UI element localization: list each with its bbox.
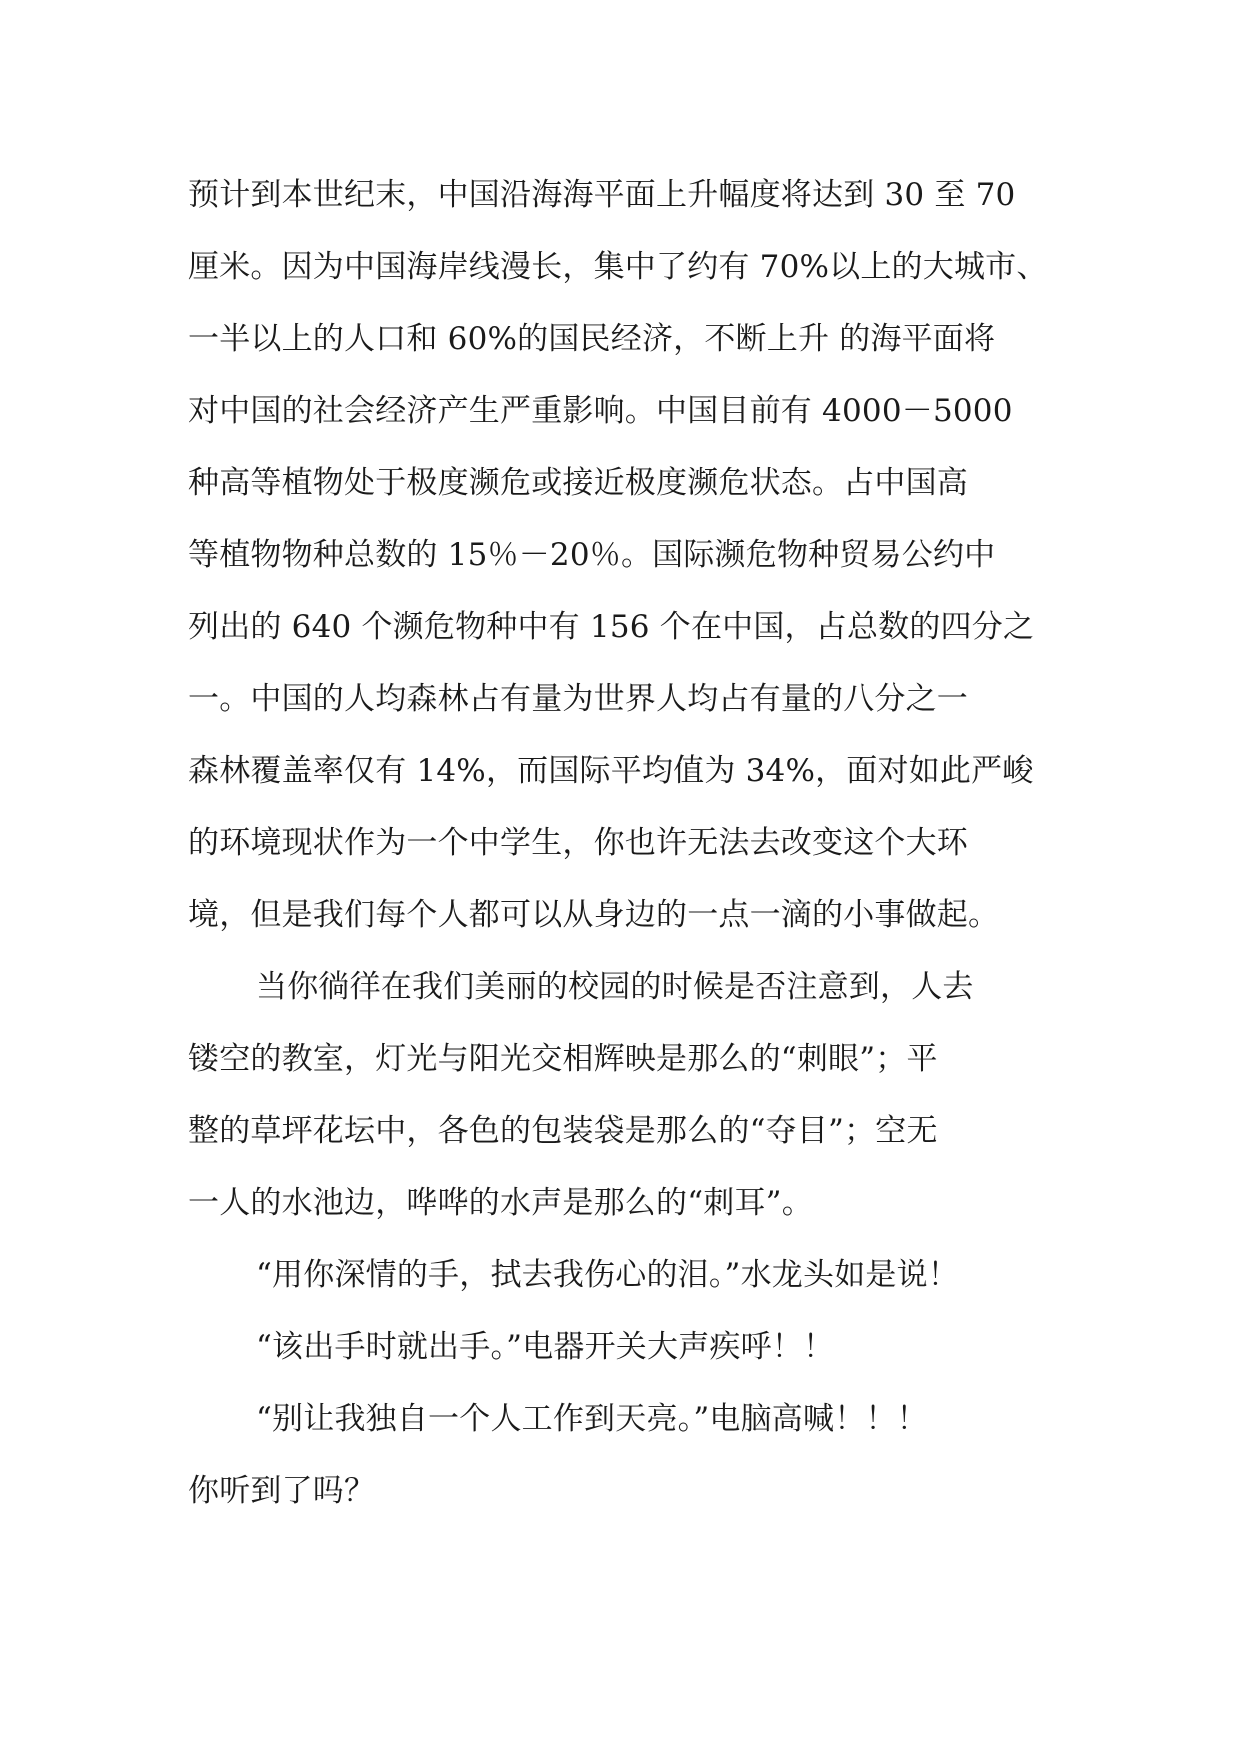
text-line: “该出手时就出手。”电器开关大声疾呼！！: [256, 1329, 835, 1365]
text-line: 对中国的社会经济产生严重影响。中国目前有 4000－5000: [188, 393, 1013, 429]
text-line: 的环境现状作为一个中学生，你也许无法去改变这个大环: [188, 825, 968, 861]
text-line: 预计到本世纪末，中国沿海海平面上升幅度将达到 30 至 70: [188, 177, 1016, 213]
text-line: 当你徜徉在我们美丽的校园的时候是否注意到，人去: [256, 969, 974, 1005]
text-line: 整的草坪花坛中，各色的包装袋是那么的“夺目”；空无: [188, 1113, 938, 1149]
text-line: “别让我独自一个人工作到天亮。”电脑高喊！！！: [256, 1401, 928, 1437]
text-line: 一。中国的人均森林占有量为世界人均占有量的八分之一: [188, 681, 968, 717]
text-line: 森林覆盖率仅有 14%，而国际平均值为 34%，面对如此严峻: [188, 753, 1034, 789]
text-line: 境，但是我们每个人都可以从身边的一点一滴的小事做起。: [188, 897, 1000, 933]
text-line: 厘米。因为中国海岸线漫长，集中了约有 70%以上的大城市、: [188, 249, 1048, 285]
text-line: 镂空的教室，灯光与阳光交相辉映是那么的“刺眼”；平: [188, 1041, 938, 1077]
text-line: 一半以上的人口和 60%的国民经济，不断上升 的海平面将: [188, 321, 996, 357]
text-line: “用你深情的手，拭去我伤心的泪。”水龙头如是说！: [256, 1257, 959, 1293]
text-line: 种高等植物处于极度濒危或接近极度濒危状态。占中国高: [188, 465, 968, 501]
text-line: 你听到了吗？: [188, 1473, 376, 1509]
text-line: 列出的 640 个濒危物种中有 156 个在中国，占总数的四分之: [188, 609, 1035, 645]
text-line: 一人的水池边，哗哗的水声是那么的“刺耳”。: [188, 1185, 813, 1221]
text-line: 等植物物种总数的 15％－20％。国际濒危物种贸易公约中: [188, 537, 996, 573]
